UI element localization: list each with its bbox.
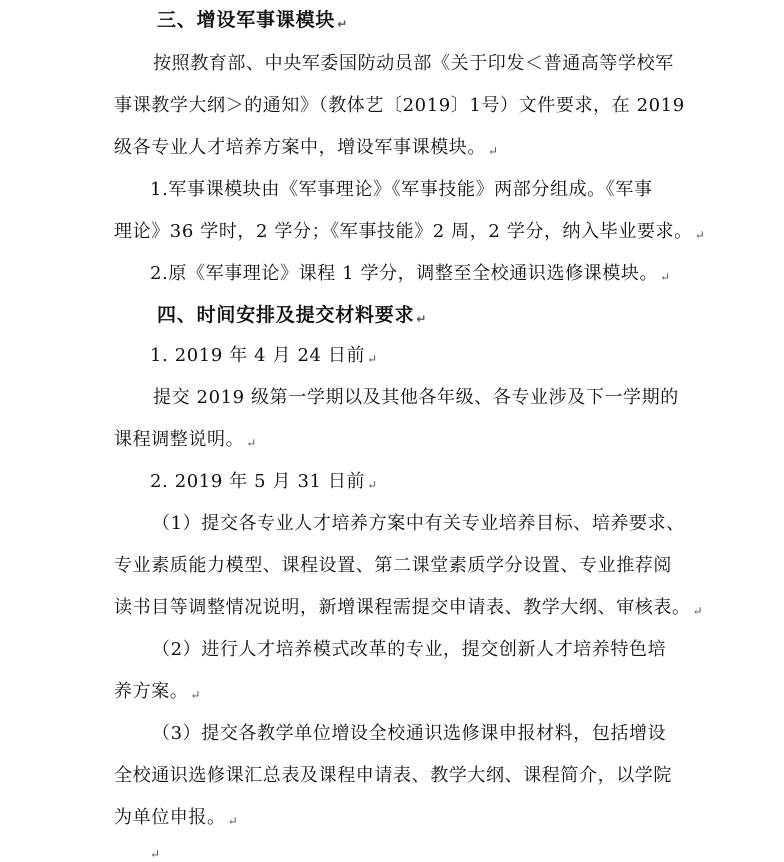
text-line: 为单位申报。 ↵ — [114, 807, 238, 828]
text-line: 全校通识选修课汇总表及课程申请表、教学大纲、课程简介，以学院 — [114, 765, 672, 786]
text-line: 级各专业人才培养方案中，增设军事课模块。 ↵ — [114, 137, 499, 158]
paragraph-mark-icon: ↵ — [337, 17, 348, 31]
text-line: 读书目等调整情况说明，新增课程需提交申请表、教学大纲、审核表。 ↵ — [114, 597, 703, 618]
empty-paragraph-mark-icon: ↵ — [150, 847, 161, 861]
text-line: （3）提交各教学单位增设全校通识选修课申报材料，包括增设 — [152, 723, 667, 744]
paragraph-mark-icon: ↵ — [367, 352, 378, 366]
text-line: 2. 2019 年 5 月 31 日前 ↵ — [150, 471, 378, 492]
text-line: （1）提交各专业人才培养方案中有关专业培养目标、培养要求、 — [152, 513, 685, 534]
text-line: （2）进行人才培养模式改革的专业，提交创新人才培养特色培 — [152, 639, 667, 660]
text-line: 1. 2019 年 4 月 24 日前 ↵ — [150, 345, 378, 366]
paragraph-mark-icon: ↵ — [488, 144, 499, 158]
text-line: 养方案。 ↵ — [114, 681, 201, 702]
text-line: 按照教育部、中央军委国防动员部《关于印发＜普通高等学校军 — [153, 53, 674, 74]
text-line: 提交 2019 级第一学期以及其他各年级、各专业涉及下一学期的 — [153, 387, 679, 408]
section-four-heading: 四、时间安排及提交材料要求 ↵ — [157, 304, 427, 326]
paragraph-mark-icon: ↵ — [416, 312, 427, 326]
text-line: 1.军事课模块由《军事理论》《军事技能》两部分组成。《军事 — [150, 179, 653, 200]
paragraph-mark-icon: ↵ — [227, 814, 238, 828]
text-line: 2.原《军事理论》课程 1 学分，调整至全校通识选修课模块。 ↵ — [150, 263, 671, 284]
section-three-heading: 三、增设军事课模块 ↵ — [157, 9, 348, 31]
paragraph-mark-icon: ↵ — [694, 228, 705, 242]
text-line: 课程调整说明。 ↵ — [114, 429, 257, 450]
text-line: 专业素质能力模型、课程设置、第二课堂素质学分设置、专业推荐阅 — [114, 555, 672, 576]
paragraph-mark-icon: ↵ — [246, 436, 257, 450]
paragraph-mark-icon: ↵ — [660, 270, 671, 284]
paragraph-mark-icon: ↵ — [692, 604, 703, 618]
text-line: 事课教学大纲＞的通知》（教体艺〔2019〕1号）文件要求，在 2019 — [114, 95, 685, 116]
paragraph-mark-icon: ↵ — [190, 688, 201, 702]
paragraph-mark-icon: ↵ — [367, 478, 378, 492]
text-line: 理论》36 学时，2 学分；《军事技能》2 周，2 学分，纳入毕业要求。 ↵ — [114, 221, 705, 242]
